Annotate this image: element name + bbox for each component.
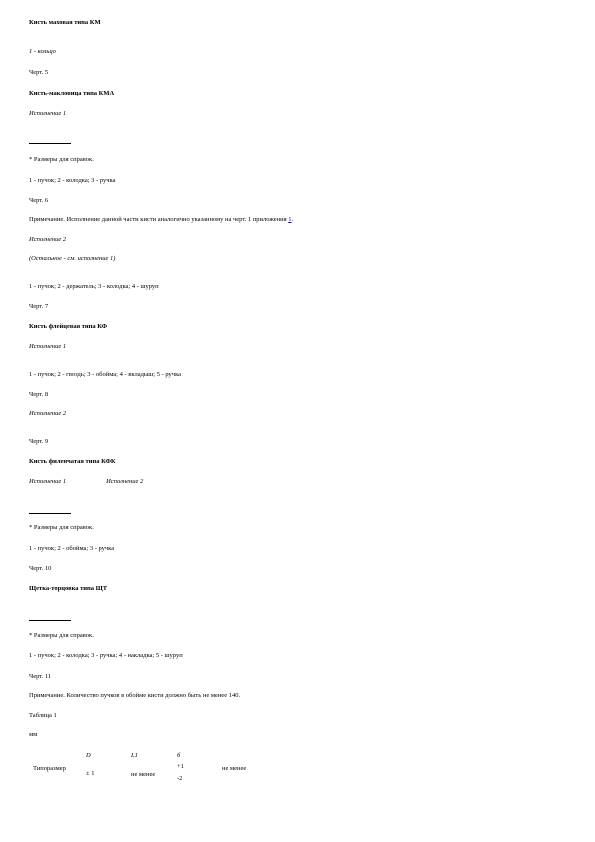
appendix-link[interactable]: 1 <box>288 216 292 223</box>
variant-label: Исполнение 2 <box>29 236 67 243</box>
footnote-divider <box>29 143 71 144</box>
caption-legend: 1 - пучок; 2 - колодка; 3 - ручка <box>29 177 116 184</box>
footnote-divider <box>29 620 71 621</box>
heading-kma: Кисть-макловица типа КМА <box>29 90 115 97</box>
table-header-l1: L1 <box>131 752 138 759</box>
variant-remark: (Остальное - см. исполнение 1) <box>29 255 116 262</box>
figure-number: Черт. 11 <box>29 673 52 680</box>
note-text: Примечание. Исполнение данной части кисти аналогично указанному на черт. 1 приложения <box>29 216 289 223</box>
note-paragraph: Примечание. Количество пучков в обойме кисти должно быть не менее 140. <box>29 692 241 699</box>
footnote: * Размеры для справок. <box>29 524 94 531</box>
footnote: * Размеры для справок. <box>29 156 94 163</box>
note-paragraph <box>29 216 293 224</box>
variant-label: Исполнение 1 <box>29 478 67 485</box>
variant-label: Исполнение 1 <box>29 110 67 117</box>
table-header-b-tol-plus: +1 <box>177 763 184 770</box>
table-caption: Таблица 1 <box>29 712 57 719</box>
unit-label: мм <box>29 731 38 738</box>
figure-number: Черт. 9 <box>29 438 49 445</box>
variant-label-row <box>29 478 143 486</box>
table-header-b-tol-minus: -2 <box>177 775 183 782</box>
heading-kfk: Кисть филенчатая типа КФК <box>29 458 116 465</box>
variant-label: Исполнение 2 <box>106 478 144 485</box>
figure-number: Черт. 8 <box>29 391 49 398</box>
figure-number: Черт. 10 <box>29 565 52 572</box>
variant-label: Исполнение 2 <box>29 410 67 417</box>
note-text-end: . <box>291 216 294 223</box>
heading-km: Кисть маховая типа КМ <box>29 19 101 26</box>
footnote-divider <box>29 513 71 514</box>
table-header-type: Типоразмер <box>33 765 66 772</box>
caption-legend: 1 - пучок; 2 - колодка; 3 - ручка; 4 - накладка; 5 - шуруп <box>29 652 183 659</box>
heading-sht: Щетка-торцовка типа ЩТ <box>29 585 108 592</box>
table-header-d: D <box>86 752 91 759</box>
caption-legend: 1 - пучок; 2 - держатель; 3 - колодка; 4 - шуруп <box>29 283 159 290</box>
footnote: * Размеры для справок. <box>29 632 94 639</box>
caption-legend: 1 - кольцо <box>29 48 56 55</box>
table-header-b: б <box>177 752 181 759</box>
figure-number: Черт. 6 <box>29 197 49 204</box>
table-header-l1-note: не менее <box>131 771 156 778</box>
heading-kf: Кисть флейцевая типа КФ <box>29 323 108 330</box>
figure-number: Черт. 5 <box>29 69 49 76</box>
variant-label: Исполнение 1 <box>29 343 67 350</box>
table-header-d-tolerance: ± 1 <box>86 770 95 777</box>
figure-number: Черт. 7 <box>29 303 49 310</box>
caption-legend: 1 - пучок; 2 - обойма; 3 - ручка <box>29 545 115 552</box>
caption-legend: 1 - пучок; 2 - гвоздь; 3 - обойма; 4 - вкладыш; 5 - ручка <box>29 371 182 378</box>
table-header-last-note: не менее <box>222 765 247 772</box>
